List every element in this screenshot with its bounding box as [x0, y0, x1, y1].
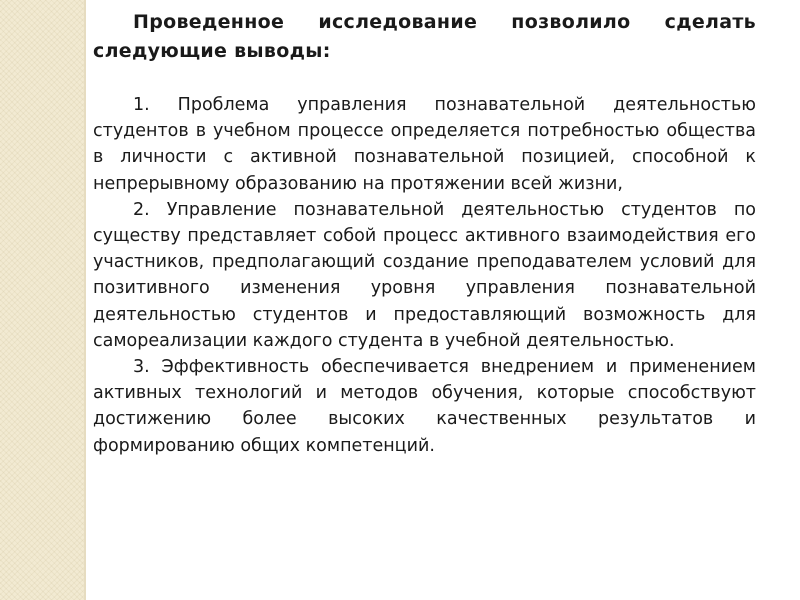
conclusion-item-3: 3. Эффективность обеспечивается внедрением и применением активных технологий и методов обучения, которые способствуют достижению более высоких качественных результатов и формированию общих компетенций.	[93, 357, 756, 456]
slide-heading: Проведенное исследование позволило сделать следующие выводы:	[93, 11, 756, 62]
conclusions-list	[93, 92, 756, 459]
decorative-side-strip	[0, 0, 86, 600]
conclusion-item-2: 2. Управление познавательной деятельностью студентов по существу представляет собой процесс активного взаимодействия его участников, предполагающий создание преподавателем условий для позитивного изменения уровня управления познавательной деятельностью студентов и предоставляющий возможность для самореализации каждого студента в учебной деятельностью.	[93, 199, 756, 351]
conclusion-item-1: 1. Проблема управления познавательной деятельностью студентов в учебном процессе определяется потребностью общества в личности с активной познавательной позицией, способной к непрерывному образованию на протяжении всей жизни,	[93, 95, 756, 194]
slide-content	[93, 8, 756, 459]
